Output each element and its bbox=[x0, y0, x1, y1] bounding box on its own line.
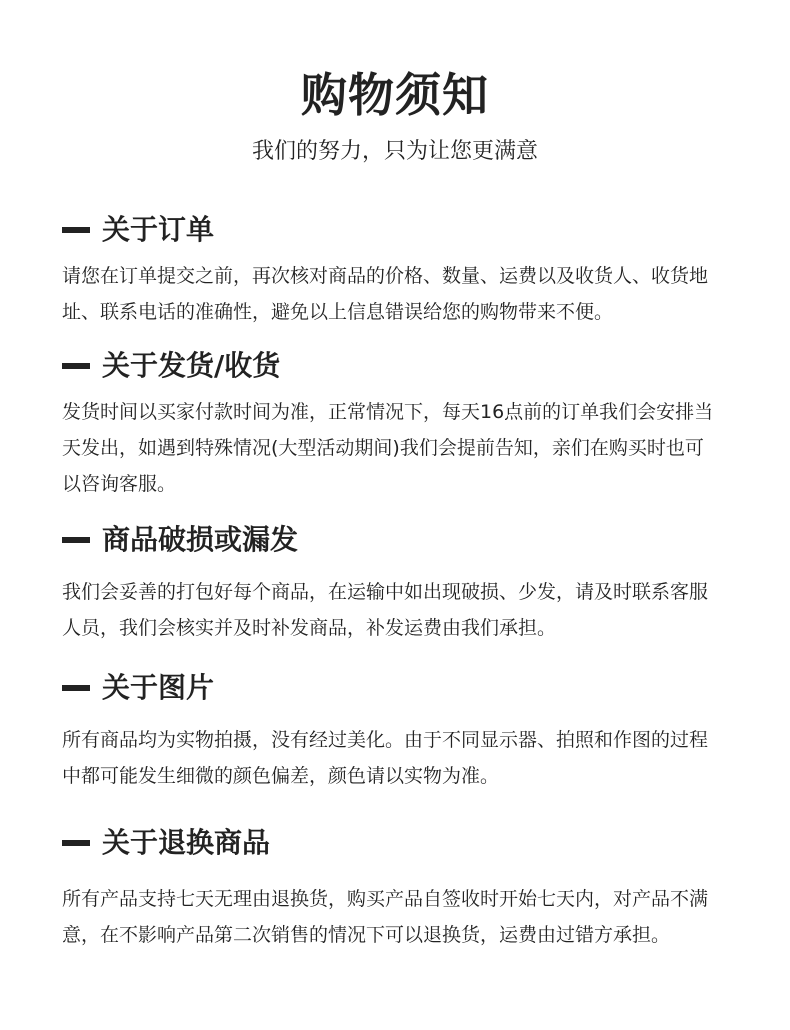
section-body-order: 请您在订单提交之前，再次核对商品的价格、数量、运费以及收货人、收货地址、联系电话的准确性，避免以上信息错误给您的购物带来不便。 bbox=[62, 265, 709, 323]
heading-bar-icon bbox=[62, 227, 90, 233]
section-body-returns: 所有产品支持七天无理由退换货，购买产品自签收时开始七天内，对产品不满意，在不影响产品第二次销售的情况下可以退换货，运费由过错方承担。 bbox=[62, 888, 709, 946]
section-heading-returns bbox=[62, 823, 270, 863]
page-title: 购物须知 bbox=[301, 68, 489, 122]
section-body-damage: 我们会妥善的打包好每个商品，在运输中如出现破损、少发，请及时联系客服人员，我们会核实并及时补发商品，补发运费由我们承担。 bbox=[62, 581, 709, 639]
heading-bar-icon bbox=[62, 537, 90, 543]
heading-bar-icon bbox=[62, 840, 90, 846]
section-heading-order bbox=[62, 210, 214, 250]
page-subtitle: 我们的努力，只为让您更满意 bbox=[251, 139, 538, 164]
section-heading-text: 关于订单 bbox=[102, 213, 215, 246]
section-heading-shipping bbox=[62, 346, 280, 386]
section-body-shipping: 发货时间以买家付款时间为准，正常情况下，每天16点前的订单我们会安排当天发出，如遇到特殊情况(大型活动期间)我们会提前告知，亲们在购买时也可以咨询客服。 bbox=[62, 401, 714, 495]
section-heading-images bbox=[62, 668, 214, 708]
heading-bar-icon bbox=[62, 363, 90, 369]
section-heading-text: 关于图片 bbox=[102, 671, 215, 704]
section-heading-text: 关于退换商品 bbox=[102, 826, 271, 859]
section-body-images: 所有商品均为实物拍摄，没有经过美化。由于不同显示器、拍照和作图的过程中都可能发生细微的颜色偏差，颜色请以实物为准。 bbox=[62, 729, 709, 787]
section-heading-text: 商品破损或漏发 bbox=[102, 523, 299, 556]
section-heading-text: 关于发货/收货 bbox=[102, 349, 281, 382]
heading-bar-icon bbox=[62, 685, 90, 691]
section-heading-damage bbox=[62, 520, 298, 560]
